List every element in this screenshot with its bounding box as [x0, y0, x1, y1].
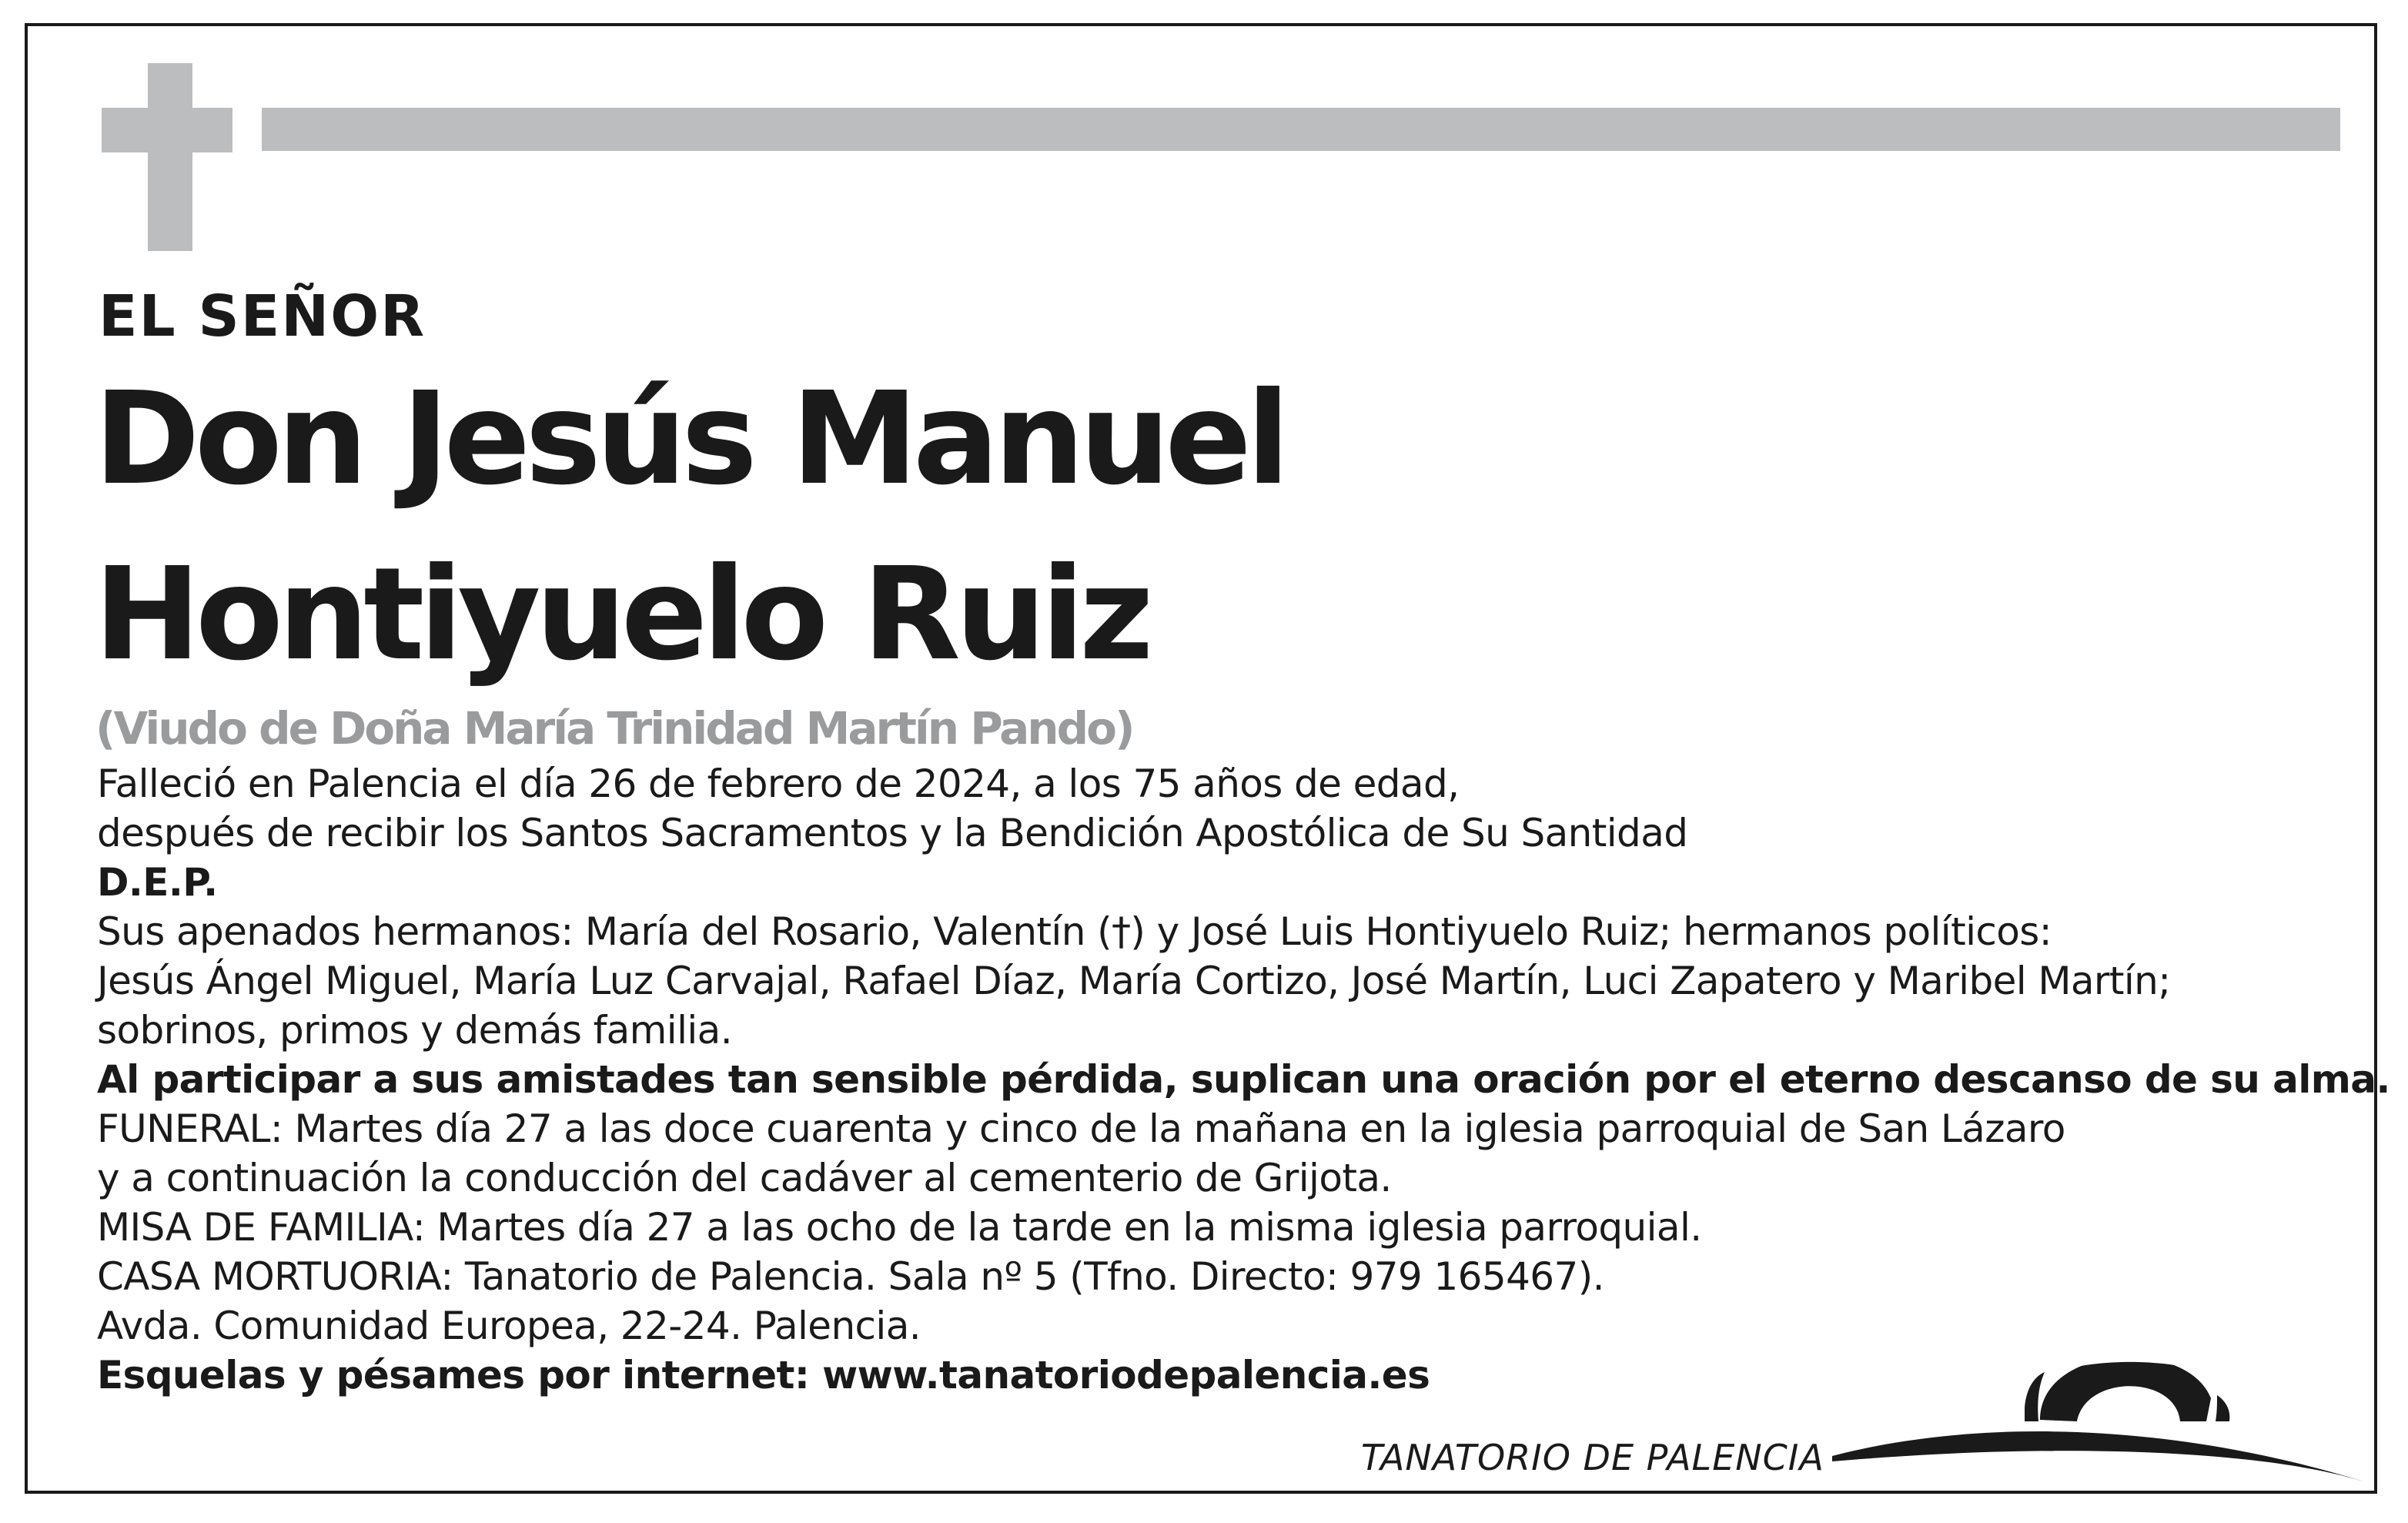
death-info-line-1: Falleció en Palencia el día 26 de febrero de 2024, a los 75 años de edad, — [97, 762, 1460, 806]
widow-note: (Viudo de Doña María Trinidad Martín Pando) — [95, 702, 1133, 755]
tanatorio-logo-icon — [1832, 1321, 2363, 1483]
family-line-1: Sus apenados hermanos: María del Rosario, Valentín (†) y José Luis Hontiyuelo Ruiz; hermanos políticos: — [97, 909, 2052, 954]
family-line-2: Jesús Ángel Miguel, María Luz Carvajal, Rafael Díaz, María Cortizo, José Martín, Luci Zapatero y Maribel Martín; — [97, 959, 2171, 1003]
death-info-line-2: después de recibir los Santos Sacramentos y la Bendición Apostólica de Su Santidad — [97, 811, 1688, 855]
notice-body — [97, 759, 2390, 1400]
internet-condolences: Esquelas y pésames por internet: www.tanatoriodepalencia.es — [97, 1353, 1430, 1397]
mortuary-line-2: Avda. Comunidad Europea, 22-24. Palencia. — [97, 1304, 921, 1348]
rip-text: D.E.P. — [97, 860, 218, 905]
deceased-name-line-1: Don Jesús Manuel — [94, 365, 1285, 514]
funeral-line-2: y a continuación la conducción del cadáver al cementerio de Grijota. — [97, 1156, 1392, 1200]
tanatorio-brand-label: TANATORIO DE PALENCIA — [1361, 1437, 1824, 1478]
header-rule — [262, 108, 2340, 151]
family-mass: MISA DE FAMILIA: Martes día 27 a las ocho de la tarde en la misma iglesia parroquial. — [97, 1205, 1702, 1250]
mortuary-line-1: CASA MORTUORIA: Tanatorio de Palencia. Sala nº 5 (Tfno. Directo: 979 165467). — [97, 1254, 1604, 1299]
cross-icon-crossbar — [102, 108, 232, 152]
prayer-request: Al participar a sus amistades tan sensible pérdida, suplican una oración por el eterno descanso de su alma. — [97, 1057, 2390, 1102]
funeral-line-1: FUNERAL: Martes día 27 a las doce cuarenta y cinco de la mañana en la iglesia parroquial de San Lázaro — [97, 1106, 2065, 1151]
cross-icon — [148, 63, 192, 251]
deceased-name-line-2: Hontiyuelo Ruiz — [94, 541, 1149, 689]
family-line-3: sobrinos, primos y demás familia. — [97, 1008, 733, 1053]
honorific-title: EL SEÑOR — [99, 283, 426, 350]
